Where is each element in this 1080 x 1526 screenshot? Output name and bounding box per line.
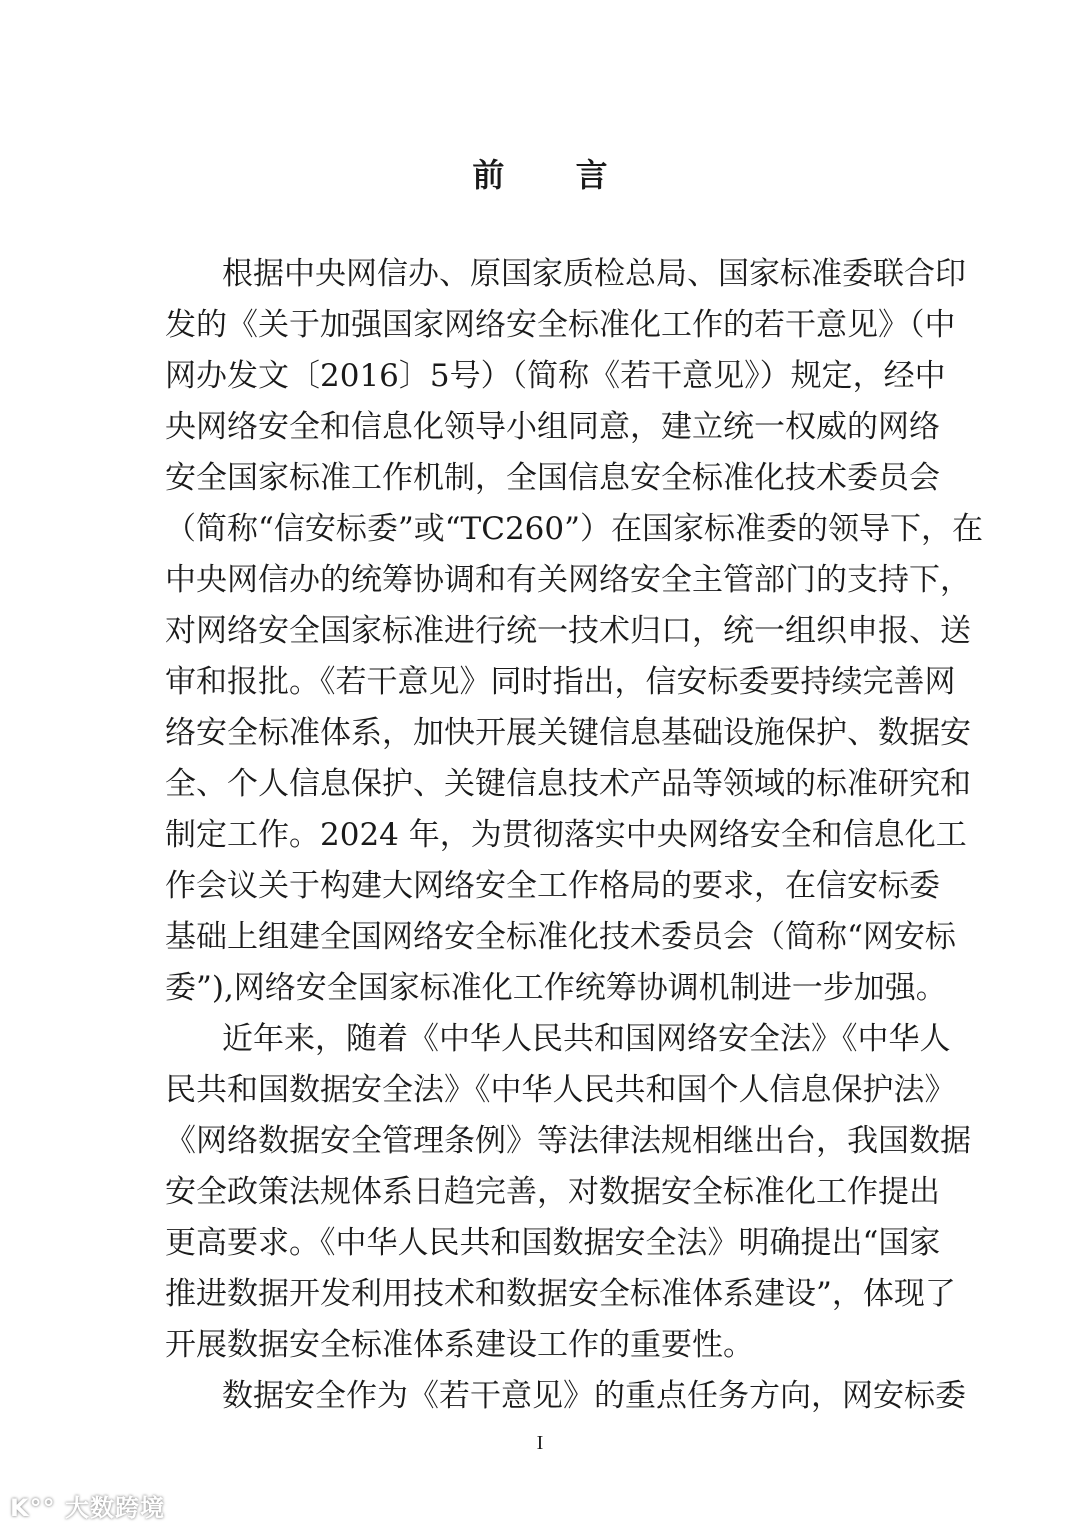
paragraph-1-line: （简称“信安标委”或“TC260”）在国家标准委的领导下，在 [165, 511, 983, 547]
document-body [165, 249, 983, 1422]
paragraph-2-line: 开展数据安全标准体系建设工作的重要性。 [165, 1327, 754, 1363]
paragraph-1-line: 安全国家标准工作机制，全国信息安全标准化技术委员会 [165, 460, 940, 496]
watermark-logo [10, 1488, 165, 1523]
paragraph-2-line: 近年来，随着《中华人民共和国网络安全法》《中华人 [222, 1021, 951, 1057]
paragraph-1-line: 央网络安全和信息化领导小组同意，建立统一权威的网络 [165, 409, 940, 445]
paragraph-1-line: 络安全标准体系，加快开展关键信息基础设施保护、数据安 [165, 715, 971, 751]
paragraph-2-line: 推进数据开发利用技术和数据安全标准体系建设”，体现了 [165, 1276, 956, 1312]
paragraph-1-line: 根据中央网信办、原国家质检总局、国家标准委联合印 [222, 256, 966, 292]
paragraph-1-line: 审和报批。《若干意见》同时指出，信安标委要持续完善网 [165, 664, 956, 700]
paragraph-3-line: 数据安全作为《若干意见》的重点任务方向，网安标委 [222, 1378, 966, 1414]
paragraph-1-line: 中央网信办的统筹协调和有关网络安全主管部门的支持下， [165, 562, 971, 598]
paragraph-2-line: 《网络数据安全管理条例》等法律法规相继出台，我国数据 [165, 1123, 971, 1159]
page-number: I [536, 1432, 544, 1454]
paragraph-1-line: 对网络安全国家标准进行统一技术归口，统一组织申报、送 [165, 613, 971, 649]
paragraph-1-line: 全、个人信息保护、关键信息技术产品等领域的标准研究和 [165, 766, 971, 802]
paragraph-2-line: 安全政策法规体系日趋完善，对数据安全标准化工作提出 [165, 1174, 940, 1210]
paragraph-1-line: 作会议关于构建大网络安全工作格局的要求，在信安标委 [165, 868, 940, 904]
paragraph-2-line: 民共和国数据安全法》《中华人民共和国个人信息保护法》 [165, 1072, 956, 1108]
paragraph-1-line: 发的《关于加强国家网络安全标准化工作的若干意见》（中 [165, 307, 956, 343]
paragraph-1-line: 委”),网络安全国家标准化工作统筹协调机制进一步加强。 [165, 970, 947, 1006]
paragraph-1-line: 网办发文〔2016〕5号）（简称《若干意见》）规定，经中 [165, 358, 946, 394]
watermark-icon: K°° [10, 1494, 56, 1522]
page-title: 前 言 [472, 156, 638, 194]
paragraph-1-line: 基础上组建全国网络安全标准化技术委员会（简称“网安标 [165, 919, 956, 955]
paragraph-1-line: 制定工作。2024 年，为贯彻落实中央网络安全和信息化工 [165, 817, 967, 853]
watermark-text: 大数跨境 [64, 1494, 165, 1522]
paragraph-2-line: 更高要求。《中华人民共和国数据安全法》明确提出“国家 [165, 1225, 941, 1261]
